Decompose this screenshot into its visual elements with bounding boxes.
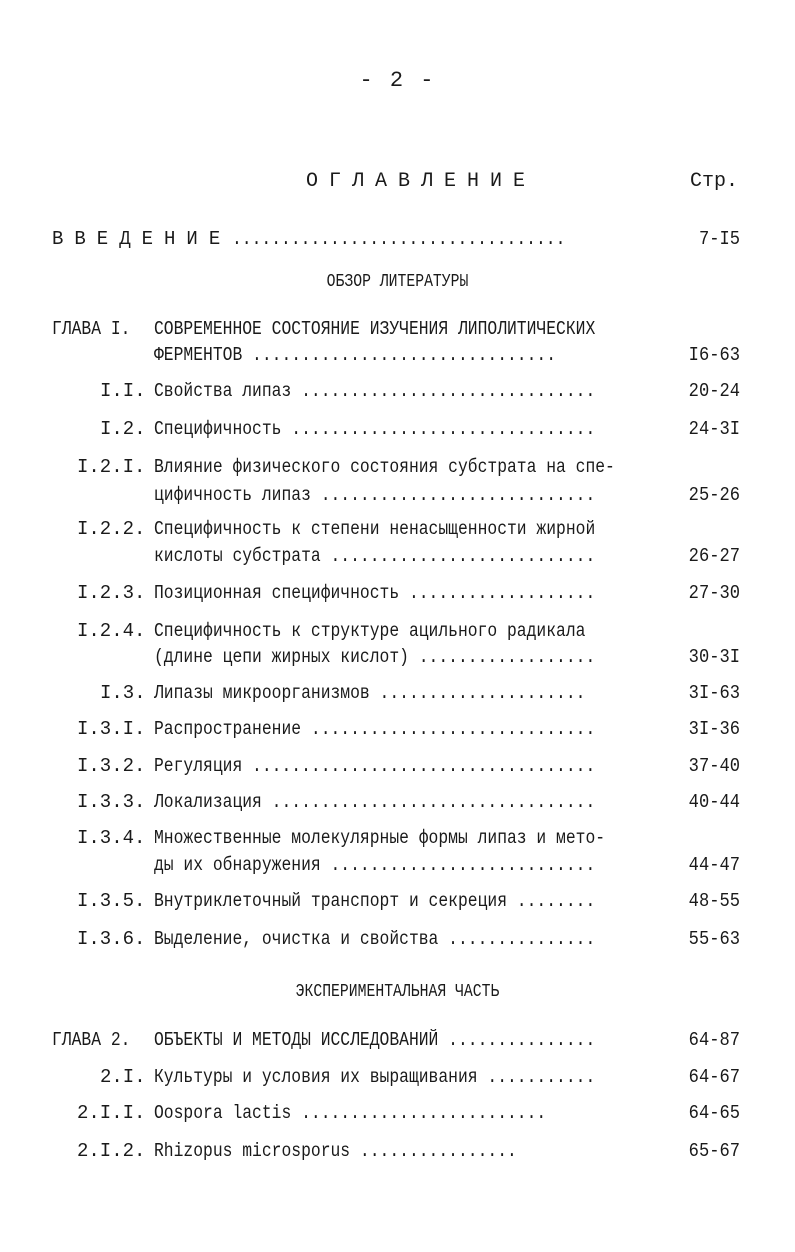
entry-pages: 20-24 [688, 380, 740, 402]
entry-pages: 55-63 [688, 928, 740, 950]
entry-pages: 64-67 [688, 1066, 740, 1088]
entry-title: ОБЪЕКТЫ И МЕТОДЫ ИССЛЕДОВАНИЙ ............... [154, 1029, 596, 1051]
entry-title: Специфичность к степени ненасыщенности жирной [154, 518, 596, 540]
entry-number: I.2.2. [77, 518, 146, 540]
entry-number: I.I. [100, 380, 146, 402]
entry-pages: 64-65 [688, 1102, 740, 1124]
entry-title: кислоты субстрата ........................... [154, 545, 596, 567]
entry-pages: 25-26 [688, 484, 740, 506]
entry-pages: 64-87 [688, 1029, 740, 1051]
entry-title: Позиционная специфичность ................... [154, 582, 596, 604]
entry-title: Липазы микроорганизмов ..................... [154, 682, 586, 704]
entry-number: I.2.3. [77, 582, 146, 604]
entry-number: ВВЕДЕНИЕ [52, 228, 232, 250]
entry-number: I.2. [100, 418, 146, 440]
entry-pages: 7-I5 [698, 228, 740, 250]
entry-title: Множественные молекулярные формы липаз и мето- [154, 827, 606, 849]
entry-title: СОВРЕМЕННОЕ СОСТОЯНИЕ ИЗУЧЕНИЯ ЛИПОЛИТИЧЕСКИХ [154, 318, 596, 340]
entry-number: I.3. [100, 682, 146, 704]
entry-pages: 44-47 [688, 854, 740, 876]
entry-number: ГЛАВА 2. [52, 1029, 131, 1051]
entry-pages: I6-63 [688, 344, 740, 366]
entry-title: Регуляция ................................... [154, 755, 596, 777]
entry-pages: 65-67 [688, 1140, 740, 1162]
entry-title: Культуры и условия их выращивания ........... [154, 1066, 596, 1088]
entry-number: 2.I.2. [77, 1140, 146, 1162]
entry-title: Локализация ................................. [154, 791, 596, 813]
entry-number: I.3.3. [77, 791, 146, 813]
entry-title: ды их обнаружения ........................... [154, 854, 596, 876]
entry-title: .................................. [232, 228, 566, 250]
entry-title: Внутриклеточный транспорт и секреция ........ [154, 890, 596, 912]
page-column-heading: Стр. [690, 170, 739, 193]
entry-pages: 48-55 [688, 890, 740, 912]
entry-title: Распространение ............................. [154, 718, 596, 740]
entry-number: 2.I. [100, 1066, 146, 1088]
entry-title: Oospora lactis ......................... [154, 1102, 547, 1124]
entry-title: Специфичность ............................... [154, 418, 596, 440]
entry-pages: 40-44 [688, 791, 740, 813]
entry-title: цифичноcть липаз ............................ [154, 484, 596, 506]
entry-title: (длине цепи жирных кислот) .................. [154, 646, 596, 668]
toc-heading: ОГЛАВЛЕНИЕ [306, 170, 537, 193]
entry-number: I.3.4. [77, 827, 146, 849]
entry-number: I.3.2. [77, 755, 146, 777]
entry-title: Свойства липаз .............................. [154, 380, 596, 402]
entry-pages: 30-3I [688, 646, 740, 668]
entry-number: 2.I.I. [77, 1102, 146, 1124]
entry-pages: 26-27 [688, 545, 740, 567]
entry-title: ФЕРМЕНТОВ ............................... [154, 344, 557, 366]
section-heading-literature: ОБЗОР ЛИТЕРАТУРЫ [326, 272, 469, 292]
entry-number: I.2.4. [77, 620, 146, 642]
entry-title: Rhizopus microsporus ................ [154, 1140, 517, 1162]
entry-number: I.2.I. [77, 456, 146, 478]
section-heading-experimental: ЭКСПЕРИМЕНТАЛЬНАЯ ЧАСТЬ [295, 982, 500, 1002]
entry-title: Специфичность к структуре ацильного радикала [154, 620, 586, 642]
page-number: - 2 - [359, 68, 436, 93]
entry-pages: 24-3I [688, 418, 740, 440]
entry-pages: 3I-63 [688, 682, 740, 704]
entry-number: I.3.6. [77, 928, 146, 950]
entry-title: Выделение, очистка и свойства ............... [154, 928, 596, 950]
entry-number: I.3.5. [77, 890, 146, 912]
entry-number: I.3.I. [77, 718, 146, 740]
entry-title: Влияние физического состояния субстрата на спе- [154, 456, 615, 478]
entry-pages: 27-30 [688, 582, 740, 604]
entry-pages: 3I-36 [688, 718, 740, 740]
entry-pages: 37-40 [688, 755, 740, 777]
entry-number: ГЛАВА I. [52, 318, 131, 340]
